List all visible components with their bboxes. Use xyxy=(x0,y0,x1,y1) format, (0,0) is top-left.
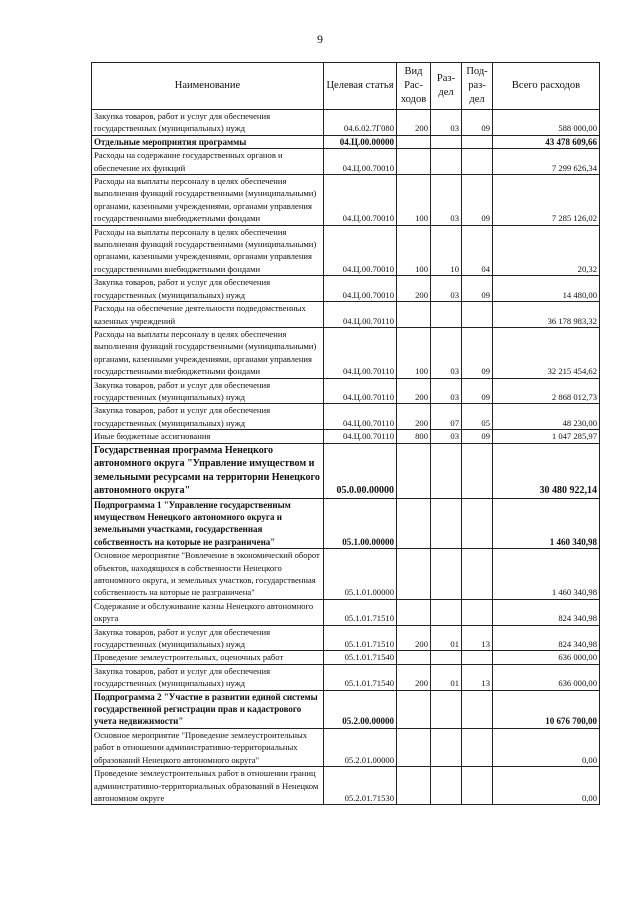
cell-code: 05.1.01.71510 xyxy=(324,625,397,651)
cell-total: 7 299 626,34 xyxy=(493,149,600,175)
table-row xyxy=(92,327,600,378)
cell-code: 05.1.01.71540 xyxy=(324,651,397,664)
cell-vid: 800 xyxy=(397,430,431,443)
cell-total: 636 000,00 xyxy=(493,651,600,664)
cell-name: Закупка товаров, работ и услуг для обеспечения государственных (муниципальных) нужд xyxy=(92,664,324,690)
cell-total: 7 285 126,02 xyxy=(493,175,600,226)
cell-vid xyxy=(397,302,431,328)
cell-razdel xyxy=(431,690,462,728)
cell-total: 14 480,00 xyxy=(493,276,600,302)
cell-code: 04.Ц.00.70010 xyxy=(324,149,397,175)
cell-razdel: 10 xyxy=(431,225,462,276)
cell-vid: 100 xyxy=(397,175,431,226)
cell-vid: 200 xyxy=(397,110,431,136)
table-row xyxy=(92,149,600,175)
cell-name: Закупка товаров, работ и услуг для обеспечения государственных (муниципальных) нужд xyxy=(92,276,324,302)
cell-razdel xyxy=(431,149,462,175)
header-vid: Вид Рас-ходов xyxy=(397,63,431,110)
cell-razdel xyxy=(431,728,462,766)
cell-name: Закупка товаров, работ и услуг для обеспечения государственных (муниципальных) нужд xyxy=(92,378,324,404)
header-name: Наименование xyxy=(92,63,324,110)
table-row xyxy=(92,498,600,549)
cell-total: 43 478 609,66 xyxy=(493,135,600,148)
cell-name: Расходы на содержание государственных органов и обеспечение их функций xyxy=(92,149,324,175)
cell-podrazdel xyxy=(462,135,493,148)
cell-name: Государственная программа Ненецкого автономного округа "Управление имуществом и земельными ресурсами на территории Ненецкого автономного округа" xyxy=(92,443,324,498)
cell-total: 32 215 454,62 xyxy=(493,327,600,378)
cell-name: Отдельные мероприятия программы xyxy=(92,135,324,148)
cell-name: Основное мероприятие "Проведение землеустроительных работ в отношении административно-территориальных образований Ненецкого автономного округа" xyxy=(92,728,324,766)
cell-razdel xyxy=(431,767,462,805)
cell-podrazdel xyxy=(462,767,493,805)
cell-podrazdel xyxy=(462,443,493,498)
table-row xyxy=(92,690,600,728)
cell-podrazdel xyxy=(462,549,493,600)
cell-code: 05.1.01.71510 xyxy=(324,599,397,625)
cell-podrazdel xyxy=(462,651,493,664)
table-row xyxy=(92,302,600,328)
cell-name: Проведение землеустроительных, оценочных работ xyxy=(92,651,324,664)
cell-razdel: 07 xyxy=(431,404,462,430)
cell-razdel: 01 xyxy=(431,664,462,690)
cell-razdel xyxy=(431,443,462,498)
cell-code: 04.6.02.7Г080 xyxy=(324,110,397,136)
table-row xyxy=(92,549,600,600)
cell-code: 05.1.01.71540 xyxy=(324,664,397,690)
cell-podrazdel: 09 xyxy=(462,175,493,226)
table-row xyxy=(92,767,600,805)
table-row xyxy=(92,225,600,276)
cell-podrazdel: 09 xyxy=(462,327,493,378)
cell-podrazdel: 13 xyxy=(462,625,493,651)
cell-razdel: 03 xyxy=(431,378,462,404)
table-row xyxy=(92,443,600,498)
cell-razdel xyxy=(431,651,462,664)
cell-name: Закупка товаров, работ и услуг для обеспечения государственных (муниципальных) нужд xyxy=(92,625,324,651)
cell-code: 04.Ц.00.70110 xyxy=(324,404,397,430)
table-row xyxy=(92,110,600,136)
cell-total: 48 230,00 xyxy=(493,404,600,430)
cell-code: 05.2.00.00000 xyxy=(324,690,397,728)
cell-name: Расходы на выплаты персоналу в целях обеспечения выполнения функций государственными (муниципальными) органами, казенными учреждениями, органами управления государственными внебюджетными фондами xyxy=(92,327,324,378)
cell-podrazdel xyxy=(462,498,493,549)
table-row xyxy=(92,625,600,651)
cell-code: 04.Ц.00.70010 xyxy=(324,276,397,302)
cell-code: 04.Ц.00.70010 xyxy=(324,175,397,226)
cell-name: Закупка товаров, работ и услуг для обеспечения государственных (муниципальных) нужд xyxy=(92,404,324,430)
cell-podrazdel: 09 xyxy=(462,110,493,136)
cell-vid: 200 xyxy=(397,664,431,690)
table-row xyxy=(92,651,600,664)
cell-total: 824 340,98 xyxy=(493,599,600,625)
cell-podrazdel xyxy=(462,599,493,625)
cell-name: Расходы на обеспечение деятельности подведомственных казенных учреждений xyxy=(92,302,324,328)
cell-podrazdel: 05 xyxy=(462,404,493,430)
cell-name: Подпрограмма 1 "Управление государственным имуществом Ненецкого автономного округа и земельными участками, государственная собственность на которые не разграничена" xyxy=(92,498,324,549)
cell-total: 10 676 700,00 xyxy=(493,690,600,728)
cell-code: 04.Ц.00.00000 xyxy=(324,135,397,148)
cell-podrazdel: 04 xyxy=(462,225,493,276)
table-row xyxy=(92,599,600,625)
cell-podrazdel: 09 xyxy=(462,430,493,443)
table-row xyxy=(92,378,600,404)
cell-total: 636 000,00 xyxy=(493,664,600,690)
cell-razdel: 03 xyxy=(431,327,462,378)
cell-razdel: 03 xyxy=(431,110,462,136)
cell-vid: 200 xyxy=(397,378,431,404)
cell-name: Иные бюджетные ассигнования xyxy=(92,430,324,443)
header-target: Целевая статья xyxy=(324,63,397,110)
cell-vid xyxy=(397,135,431,148)
cell-name: Содержание и обслуживание казны Ненецкого автономного округа xyxy=(92,599,324,625)
table-header-row xyxy=(92,63,600,110)
header-podrazdel: Под-раз-дел xyxy=(462,63,493,110)
cell-name: Подпрограмма 2 "Участие в развитии единой системы государственной регистрации прав и кадастрового учета недвижимости" xyxy=(92,690,324,728)
cell-vid xyxy=(397,767,431,805)
cell-total: 1 460 340,98 xyxy=(493,498,600,549)
cell-podrazdel xyxy=(462,302,493,328)
cell-name: Основное мероприятие "Вовлечение в экономический оборот объектов, находящихся в собственности Ненецкого автономного округа, и земельных участков, государственная собственность на которые не разграничена" xyxy=(92,549,324,600)
cell-vid: 200 xyxy=(397,625,431,651)
cell-code: 05.2.01.00000 xyxy=(324,728,397,766)
cell-name: Закупка товаров, работ и услуг для обеспечения государственных (муниципальных) нужд xyxy=(92,110,324,136)
cell-total: 30 480 922,14 xyxy=(493,443,600,498)
cell-total: 0,00 xyxy=(493,728,600,766)
header-razdel: Раз-дел xyxy=(431,63,462,110)
cell-razdel: 03 xyxy=(431,175,462,226)
cell-code: 05.0.00.00000 xyxy=(324,443,397,498)
cell-podrazdel xyxy=(462,690,493,728)
cell-podrazdel xyxy=(462,149,493,175)
cell-razdel xyxy=(431,599,462,625)
cell-code: 04.Ц.00.70110 xyxy=(324,378,397,404)
cell-razdel xyxy=(431,498,462,549)
cell-vid xyxy=(397,443,431,498)
cell-total: 588 000,00 xyxy=(493,110,600,136)
cell-name: Проведение землеустроительных работ в отношении границ административно-территориальных образований в Ненецком автономном округе xyxy=(92,767,324,805)
page-number: 9 xyxy=(317,32,323,46)
cell-code: 05.2.01.71530 xyxy=(324,767,397,805)
cell-razdel xyxy=(431,135,462,148)
cell-total: 1 460 340,98 xyxy=(493,549,600,600)
cell-razdel xyxy=(431,302,462,328)
header-total: Всего расходов xyxy=(493,63,600,110)
table-row xyxy=(92,175,600,226)
cell-total: 0,00 xyxy=(493,767,600,805)
cell-vid: 100 xyxy=(397,327,431,378)
cell-total: 36 178 983,32 xyxy=(493,302,600,328)
cell-name: Расходы на выплаты персоналу в целях обеспечения выполнения функций государственными (муниципальными) органами, казенными учреждениями, органами управления государственными внебюджетными фондами xyxy=(92,175,324,226)
cell-razdel: 03 xyxy=(431,430,462,443)
cell-code: 04.Ц.00.70110 xyxy=(324,302,397,328)
cell-code: 04.Ц.00.70110 xyxy=(324,327,397,378)
cell-total: 824 340,98 xyxy=(493,625,600,651)
table-row xyxy=(92,404,600,430)
cell-name: Расходы на выплаты персоналу в целях обеспечения выполнения функций государственными (муниципальными) органами, казенными учреждениями, органами управления государственными внебюджетными фондами xyxy=(92,225,324,276)
cell-razdel: 01 xyxy=(431,625,462,651)
cell-vid: 200 xyxy=(397,404,431,430)
cell-total: 2 868 012,73 xyxy=(493,378,600,404)
cell-podrazdel: 09 xyxy=(462,276,493,302)
cell-vid xyxy=(397,498,431,549)
table-row xyxy=(92,664,600,690)
cell-code: 04.Ц.00.70110 xyxy=(324,430,397,443)
cell-razdel: 03 xyxy=(431,276,462,302)
cell-vid: 100 xyxy=(397,225,431,276)
cell-vid xyxy=(397,599,431,625)
cell-podrazdel: 09 xyxy=(462,378,493,404)
cell-vid xyxy=(397,728,431,766)
cell-vid xyxy=(397,651,431,664)
cell-vid xyxy=(397,149,431,175)
cell-razdel xyxy=(431,549,462,600)
cell-vid xyxy=(397,549,431,600)
cell-podrazdel xyxy=(462,728,493,766)
cell-total: 1 047 285,97 xyxy=(493,430,600,443)
table-row xyxy=(92,430,600,443)
cell-vid xyxy=(397,690,431,728)
table-row xyxy=(92,276,600,302)
cell-code: 04.Ц.00.70010 xyxy=(324,225,397,276)
cell-podrazdel: 13 xyxy=(462,664,493,690)
table-row xyxy=(92,728,600,766)
cell-total: 20,32 xyxy=(493,225,600,276)
cell-code: 05.1.01.00000 xyxy=(324,549,397,600)
table-row xyxy=(92,135,600,148)
budget-table xyxy=(91,62,600,805)
cell-code: 05.1.00.00000 xyxy=(324,498,397,549)
cell-vid: 200 xyxy=(397,276,431,302)
